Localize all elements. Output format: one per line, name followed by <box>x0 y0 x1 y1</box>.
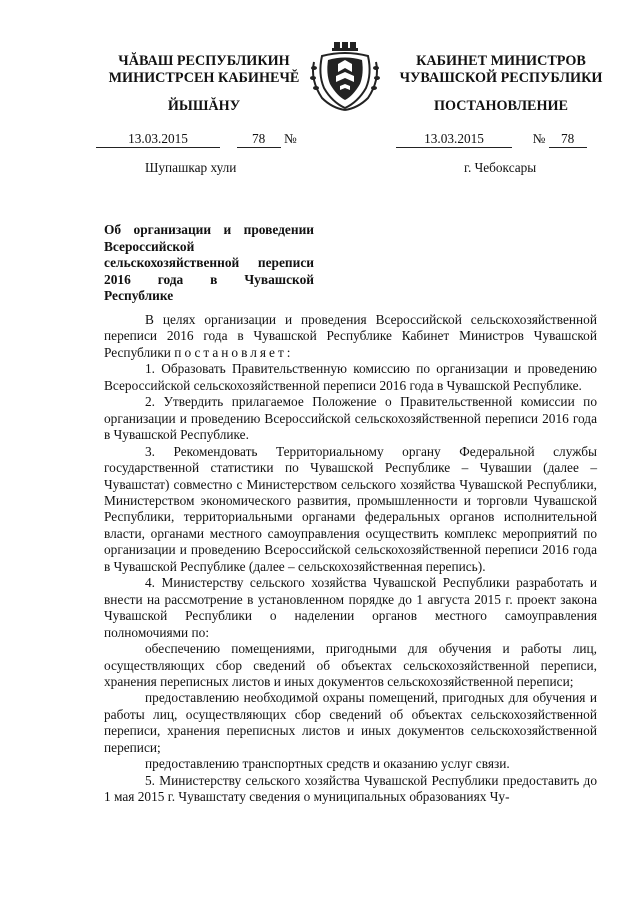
body-paragraph-3: 3. Рекомендовать Территориальному органу Федеральной службы государственной статистики по Чувашской Республике – Чувашии (далее – Чувашстат) совместно с Министерством сельского хозяйства Чувашской Республики, Министерством экономического развития, промышленности и торговли Чувашской Республики, территориальными органами федеральных органов исполнительной власти, органами местного самоуправления осуществить комплекс мероприятий по организации и проведению Всероссийской сельскохозяйственной переписи 2016 года в Чувашской Республике (далее – сельскохозяйственная перепись). <box>104 443 597 574</box>
place-left: Шупашкар хули <box>145 160 237 175</box>
header-left-line2: МИНИСТРСЕН КАБИНЕЧĔ <box>108 70 300 86</box>
body-paragraph-4: 4. Министерству сельского хозяйства Чувашской Республики разработать и внести на рассмотрение в установленном порядке до 1 августа 2015 г. проект закона Чувашской Республики о наделении органов местного самоуправления полномочиями по: <box>104 575 597 640</box>
header-left-organization <box>100 53 308 87</box>
header-right-doc-type: ПОСТАНОВЛЕНИЕ <box>433 98 569 114</box>
body-paragraph-2: 2. Утвердить прилагаемое Положение о Правительственной комиссии по организации и проведению Всероссийской сельскохозяйственной переписи 2016 года в Чувашской Республике. <box>104 394 597 443</box>
place-right: г. Чебоксары <box>464 160 537 175</box>
body-paragraph-1: 1. Образовать Правительственную комиссию по организации и проведению Всероссийской сельскохозяйственной переписи 2016 года в Чувашской Республике. <box>104 361 597 393</box>
header-right-organization <box>382 53 620 87</box>
body-paragraph-4a: обеспечению помещениями, пригодными для обучения и работы лиц, осуществляющих сбор сведений об объектах сельскохозяйственной переписи, хранения переписных листов и иных документов сельскохозяйственной переписи; <box>104 641 597 689</box>
doc-number-value-left: 78 <box>237 131 281 148</box>
header-left-doc-type: ЙЫШĂНУ <box>167 98 241 114</box>
header-right-line2: ЧУВАШСКОЙ РЕСПУБЛИКИ <box>399 70 603 86</box>
body-intro-resolves: постановляет: <box>174 344 294 360</box>
body-intro <box>104 312 597 361</box>
doc-date-left: 13.03.2015 <box>96 131 220 148</box>
body-paragraph-5: 5. Министерству сельского хозяйства Чувашской Республики предоставить до 1 мая 2015 г. Чувашстату сведения о муниципальных образованиях Чу- <box>104 772 597 805</box>
doc-number-right <box>396 131 587 148</box>
number-sign-right: № <box>532 131 546 146</box>
document-body <box>104 312 597 806</box>
doc-number-left <box>96 131 297 148</box>
document-title: Об организации и проведении Всероссийской сельскохозяйственной переписи 2016 года в Чувашской Республике <box>104 222 314 304</box>
coat-of-arms-emblem <box>308 40 382 112</box>
body-paragraph-4b: предоставлению необходимой охраны помещений, пригодных для обучения и работы лиц, осуществляющих сбор сведений об объектах сельскохозяйственной переписи, хранения переписных листов и иных документов сельскохозяйственной переписи; <box>104 690 597 755</box>
header-left-line1: ЧĂВАШ РЕСПУБЛИКИН <box>118 53 290 69</box>
body-intro-text: В целях организации и проведения Всероссийской сельскохозяйственной переписи 2016 года в Чувашской Республике Кабинет Министров Чувашской Республики <box>104 312 597 360</box>
number-sign-left: № <box>283 131 297 146</box>
body-paragraph-4c: предоставлению транспортных средств и оказанию услуг связи. <box>145 756 510 772</box>
header-right-line1: КАБИНЕТ МИНИСТРОВ <box>416 53 586 69</box>
doc-date-right: 13.03.2015 <box>396 131 512 148</box>
doc-number-value-right: 78 <box>549 131 587 148</box>
